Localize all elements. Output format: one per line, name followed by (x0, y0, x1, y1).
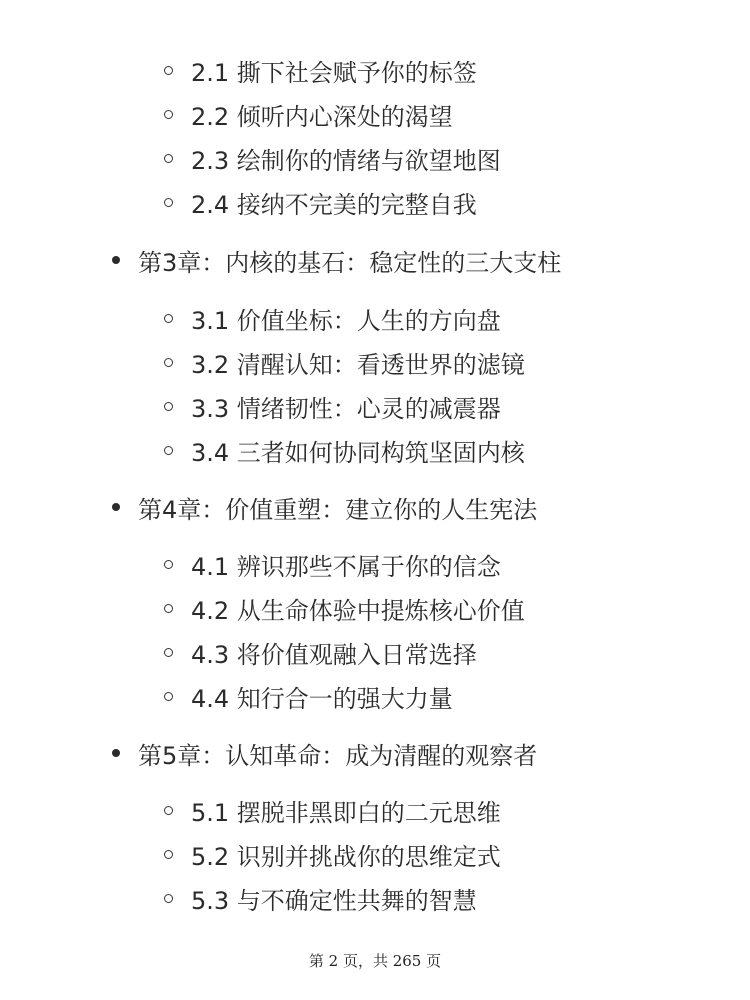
toc-item-label: 4.3 将价值观融入日常选择 (191, 640, 477, 669)
page-number: 第 2 页，共 265 页 (308, 952, 442, 970)
toc-item-2-2[interactable] (160, 94, 453, 134)
toc-item-label: 2.1 撕下社会赋予你的标签 (191, 58, 477, 87)
toc-item-3-3[interactable] (160, 386, 501, 426)
toc-item-2-3[interactable] (160, 138, 501, 178)
toc-item-5-3[interactable] (160, 878, 477, 918)
hollow-bullet-icon (164, 314, 173, 323)
toc-item-label: 2.4 接纳不完美的完整自我 (191, 190, 477, 219)
toc-item-3-1[interactable] (160, 298, 501, 338)
toc-item-label: 2.3 绘制你的情绪与欲望地图 (191, 146, 501, 175)
filled-bullet-icon (112, 749, 120, 757)
toc-item-label: 3.3 情绪韧性：心灵的减震器 (191, 394, 501, 423)
filled-bullet-icon (112, 503, 120, 511)
toc-item-label: 3.1 价值坐标：人生的方向盘 (191, 306, 501, 335)
hollow-bullet-icon (164, 358, 173, 367)
toc-item-label: 4.1 辨识那些不属于你的信念 (191, 552, 501, 581)
hollow-bullet-icon (164, 560, 173, 569)
hollow-bullet-icon (164, 894, 173, 903)
toc-item-2-4[interactable] (160, 182, 477, 222)
toc-item-label: 3.2 清醒认知：看透世界的滤镜 (191, 350, 525, 379)
toc-item-label: 5.2 识别并挑战你的思维定式 (191, 842, 501, 871)
hollow-bullet-icon (164, 154, 173, 163)
filled-bullet-icon (112, 256, 120, 264)
hollow-bullet-icon (164, 198, 173, 207)
chapter-title: 第4章：价值重塑：建立你的人生宪法 (138, 495, 538, 524)
hollow-bullet-icon (164, 604, 173, 613)
hollow-bullet-icon (164, 850, 173, 859)
toc-item-2-1[interactable] (160, 50, 477, 90)
toc-item-label: 4.4 知行合一的强大力量 (191, 684, 453, 713)
hollow-bullet-icon (164, 110, 173, 119)
toc-item-4-4[interactable] (160, 676, 453, 716)
toc-chapter-5[interactable] (110, 733, 537, 773)
chapter-title: 第5章：认知革命：成为清醒的观察者 (138, 741, 538, 770)
toc-chapter-3[interactable] (110, 240, 561, 280)
toc-item-3-4[interactable] (160, 430, 525, 470)
hollow-bullet-icon (164, 806, 173, 815)
toc-item-label: 5.1 摆脱非黑即白的二元思维 (191, 798, 501, 827)
toc-item-4-2[interactable] (160, 588, 525, 628)
hollow-bullet-icon (164, 446, 173, 455)
toc-item-4-3[interactable] (160, 632, 477, 672)
toc-chapter-4[interactable] (110, 487, 537, 527)
page-footer (0, 950, 750, 971)
hollow-bullet-icon (164, 66, 173, 75)
chapter-title: 第3章：内核的基石：稳定性的三大支柱 (138, 248, 562, 277)
toc-item-5-2[interactable] (160, 834, 501, 874)
toc-item-label: 2.2 倾听内心深处的渴望 (191, 102, 453, 131)
hollow-bullet-icon (164, 402, 173, 411)
toc-item-3-2[interactable] (160, 342, 525, 382)
toc-item-label: 3.4 三者如何协同构筑坚固内核 (191, 438, 525, 467)
toc-item-label: 4.2 从生命体验中提炼核心价值 (191, 596, 525, 625)
toc-item-4-1[interactable] (160, 544, 501, 584)
toc-item-label: 5.3 与不确定性共舞的智慧 (191, 886, 477, 915)
hollow-bullet-icon (164, 692, 173, 701)
toc-item-5-1[interactable] (160, 790, 501, 830)
hollow-bullet-icon (164, 648, 173, 657)
